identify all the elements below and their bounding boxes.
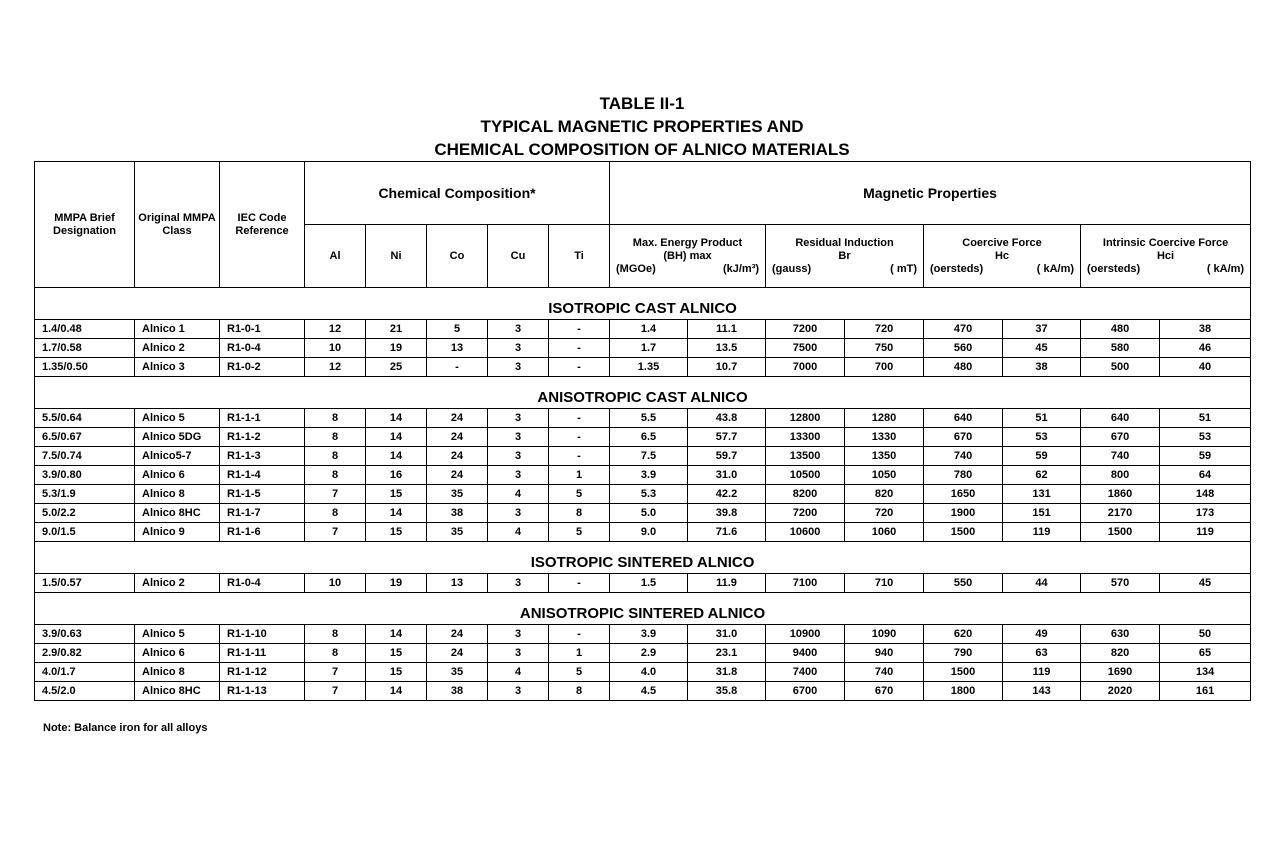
table-cell: 1.7 [610,339,688,358]
table-title-line-2: CHEMICAL COMPOSITION OF ALNICO MATERIALS [434,140,850,159]
table-cell: 14 [366,447,427,466]
table-cell: 7 [305,663,366,682]
table-cell: 10600 [766,523,845,542]
table-cell: 31.8 [688,663,766,682]
section-title: ANISOTROPIC CAST ALNICO [35,377,1251,409]
table-cell: 5.5 [610,409,688,428]
table-cell: 1.5/0.57 [35,574,135,593]
table-cell: 10 [305,574,366,593]
table-cell: 3 [488,320,549,339]
table-cell: 3 [488,409,549,428]
table-row [35,682,1251,701]
table-cell: 640 [924,409,1003,428]
table-cell: 3.9 [610,625,688,644]
header-ti: Ti [549,225,610,288]
table-cell: 31.0 [688,625,766,644]
table-cell: 38 [427,504,488,523]
header-magnetic-properties: Magnetic Properties [610,162,1251,225]
table-cell: 2170 [1081,504,1160,523]
table-cell: 65 [1160,644,1251,663]
section-header-row [35,288,1251,320]
table-cell: Alnico 3 [135,358,220,377]
table-cell: 13 [427,339,488,358]
table-cell: 119 [1003,663,1081,682]
table-cell: - [549,574,610,593]
table-cell: 24 [427,409,488,428]
table-cell: 620 [924,625,1003,644]
table-cell: 3.9/0.63 [35,625,135,644]
table-cell: 1330 [845,428,924,447]
table-cell: 480 [1081,320,1160,339]
table-cell: 550 [924,574,1003,593]
table-row [35,663,1251,682]
table-cell: Alnico 2 [135,574,220,593]
table-cell: 7500 [766,339,845,358]
table-cell: 13300 [766,428,845,447]
table-cell: 7100 [766,574,845,593]
table-cell: - [549,625,610,644]
table-cell: 7 [305,485,366,504]
table-cell: 570 [1081,574,1160,593]
table-cell: 38 [427,682,488,701]
table-cell: - [549,358,610,377]
table-cell: 1280 [845,409,924,428]
table-cell: 700 [845,358,924,377]
table-cell: 16 [366,466,427,485]
table-cell: 19 [366,574,427,593]
table-row [35,428,1251,447]
table-row [35,644,1251,663]
table-cell: 7 [305,523,366,542]
table-cell: 1.4 [610,320,688,339]
table-cell: 1.5 [610,574,688,593]
table-row [35,320,1251,339]
table-cell: R1-0-2 [220,358,305,377]
table-cell: 8 [305,409,366,428]
table-cell: 24 [427,644,488,663]
header-coercive-force: Coercive Force Hc (oersteds) ( kA/m) [924,225,1081,288]
table-cell: 119 [1003,523,1081,542]
table-cell: 143 [1003,682,1081,701]
table-cell: 148 [1160,485,1251,504]
table-cell: 8 [549,682,610,701]
table-cell: 2.9 [610,644,688,663]
table-cell: 480 [924,358,1003,377]
table-cell: - [549,339,610,358]
table-cell: 6700 [766,682,845,701]
table-cell: 14 [366,682,427,701]
table-cell: 740 [845,663,924,682]
table-cell: 59 [1160,447,1251,466]
table-cell: 45 [1160,574,1251,593]
table-cell: Alnico 6 [135,644,220,663]
table-cell: 1050 [845,466,924,485]
table-cell: R1-1-5 [220,485,305,504]
table-cell: 49 [1003,625,1081,644]
header-cu: Cu [488,225,549,288]
table-cell: 4.5/2.0 [35,682,135,701]
table-cell: 3 [488,447,549,466]
table-cell: 50 [1160,625,1251,644]
table-cell: 15 [366,663,427,682]
table-cell: 750 [845,339,924,358]
table-cell: 7000 [766,358,845,377]
table-cell: 8200 [766,485,845,504]
table-cell: 10500 [766,466,845,485]
table-cell: 940 [845,644,924,663]
table-cell: 10900 [766,625,845,644]
table-cell: 5 [549,523,610,542]
table-cell: 59.7 [688,447,766,466]
table-cell: 5.3/1.9 [35,485,135,504]
table-cell: Alnico 5 [135,409,220,428]
table-cell: 5.3 [610,485,688,504]
table-cell: 7200 [766,504,845,523]
table-cell: R1-0-4 [220,339,305,358]
table-cell: Alnico 8HC [135,682,220,701]
table-cell: 8 [305,428,366,447]
table-cell: 1.4/0.48 [35,320,135,339]
table-cell: 3 [488,428,549,447]
table-cell: Alnico 8 [135,485,220,504]
table-cell: 790 [924,644,1003,663]
table-cell: 9400 [766,644,845,663]
header-original-class: Original MMPA Class [135,162,220,288]
table-cell: 720 [845,504,924,523]
table-cell: R1-1-3 [220,447,305,466]
table-row [35,625,1251,644]
table-cell: 37 [1003,320,1081,339]
table-cell: 3 [488,625,549,644]
table-cell: R1-1-4 [220,466,305,485]
table-cell: 6.5/0.67 [35,428,135,447]
table-cell: 44 [1003,574,1081,593]
table-cell: 64 [1160,466,1251,485]
table-cell: R1-1-11 [220,644,305,663]
table-cell: 4 [488,485,549,504]
table-cell: 710 [845,574,924,593]
table-cell: - [549,447,610,466]
table-row [35,409,1251,428]
table-cell: 640 [1081,409,1160,428]
table-cell: 5.0 [610,504,688,523]
table-cell: 1500 [924,663,1003,682]
table-cell: 35 [427,663,488,682]
table-cell: 3 [488,574,549,593]
table-cell: 12 [305,358,366,377]
header-intrinsic-coercive-force: Intrinsic Coercive Force Hci (oersteds) ( kA/m) [1081,225,1251,288]
table-cell: 45 [1003,339,1081,358]
table-cell: 35 [427,485,488,504]
header-co: Co [427,225,488,288]
table-cell: 38 [1003,358,1081,377]
table-cell: 14 [366,409,427,428]
table-cell: 10.7 [688,358,766,377]
table-row [35,485,1251,504]
section-header-row [35,593,1251,625]
table-number: TABLE II-1 [599,94,685,113]
table-cell: 12800 [766,409,845,428]
table-cell: 1800 [924,682,1003,701]
table-cell: 7.5/0.74 [35,447,135,466]
table-cell: Alnico 5 [135,625,220,644]
table-row [35,447,1251,466]
section-title: ANISOTROPIC SINTERED ALNICO [35,593,1251,625]
table-cell: R1-1-10 [220,625,305,644]
table-cell: 3 [488,358,549,377]
table-cell: 119 [1160,523,1251,542]
table-cell: 23.1 [688,644,766,663]
table-cell: 6.5 [610,428,688,447]
table-cell: 4 [488,523,549,542]
table-cell: 21 [366,320,427,339]
table-cell: 5 [427,320,488,339]
section-title: ISOTROPIC CAST ALNICO [35,288,1251,320]
table-cell: - [549,320,610,339]
table-cell: 11.9 [688,574,766,593]
table-cell: 1.35 [610,358,688,377]
table-cell: 8 [305,504,366,523]
table-cell: 630 [1081,625,1160,644]
table-cell: 38 [1160,320,1251,339]
alnico-properties-table [34,161,1251,701]
header-max-energy-product: Max. Energy Product (BH) max (MGOe) (kJ/m³) [610,225,766,288]
table-cell: 9.0 [610,523,688,542]
table-cell: 2.9/0.82 [35,644,135,663]
header-chemical-composition: Chemical Composition* [305,162,610,225]
table-cell: 3.9 [610,466,688,485]
table-cell: 580 [1081,339,1160,358]
table-cell: 740 [924,447,1003,466]
table-cell: - [549,409,610,428]
table-cell: 24 [427,447,488,466]
header-ni: Ni [366,225,427,288]
table-cell: 14 [366,428,427,447]
table-cell: 19 [366,339,427,358]
header-mmpa-designation: MMPA Brief Designation [35,162,135,288]
header-iec-reference: IEC Code Reference [220,162,305,288]
table-cell: 62 [1003,466,1081,485]
table-cell: 1500 [924,523,1003,542]
table-row [35,523,1251,542]
table-cell: 131 [1003,485,1081,504]
table-cell: 1 [549,644,610,663]
table-cell: 1 [549,466,610,485]
table-cell: 35.8 [688,682,766,701]
table-cell: 5.0/2.2 [35,504,135,523]
table-cell: 8 [305,644,366,663]
table-cell: 10 [305,339,366,358]
table-cell: 800 [1081,466,1160,485]
table-cell: - [427,358,488,377]
table-cell: Alnico 5DG [135,428,220,447]
table-cell: 1690 [1081,663,1160,682]
table-cell: Alnico 2 [135,339,220,358]
table-cell: 71.6 [688,523,766,542]
table-cell: 4.0/1.7 [35,663,135,682]
table-cell: 24 [427,428,488,447]
table-cell: 8 [549,504,610,523]
table-cell: 5 [549,485,610,504]
table-cell: 15 [366,485,427,504]
table-cell: Alnico 8HC [135,504,220,523]
table-cell: 670 [845,682,924,701]
table-cell: R1-0-1 [220,320,305,339]
table-cell: 740 [1081,447,1160,466]
table-cell: 24 [427,466,488,485]
table-cell: 5.5/0.64 [35,409,135,428]
table-cell: R1-1-6 [220,523,305,542]
table-cell: 7400 [766,663,845,682]
table-cell: 5 [549,663,610,682]
table-cell: R1-1-12 [220,663,305,682]
section-title: ISOTROPIC SINTERED ALNICO [35,542,1251,574]
table-cell: 43.8 [688,409,766,428]
table-cell: 42.2 [688,485,766,504]
table-cell: 46 [1160,339,1251,358]
table-cell: 670 [924,428,1003,447]
table-cell: 51 [1160,409,1251,428]
section-header-row [35,377,1251,409]
table-cell: Alnico5-7 [135,447,220,466]
table-cell: 15 [366,644,427,663]
table-cell: 4.0 [610,663,688,682]
table-cell: 57.7 [688,428,766,447]
table-cell: 470 [924,320,1003,339]
table-cell: 24 [427,625,488,644]
table-cell: Alnico 6 [135,466,220,485]
table-cell: 720 [845,320,924,339]
table-cell: 7.5 [610,447,688,466]
table-cell: 134 [1160,663,1251,682]
table-cell: 151 [1003,504,1081,523]
table-cell: 560 [924,339,1003,358]
header-al: Al [305,225,366,288]
table-cell: 500 [1081,358,1160,377]
table-cell: 31.0 [688,466,766,485]
table-cell: R1-1-2 [220,428,305,447]
table-cell: 1900 [924,504,1003,523]
table-row [35,358,1251,377]
table-cell: - [549,428,610,447]
table-cell: 1.7/0.58 [35,339,135,358]
table-cell: 63 [1003,644,1081,663]
table-cell: R1-1-7 [220,504,305,523]
table-cell: 8 [305,625,366,644]
table-cell: 14 [366,504,427,523]
table-row [35,339,1251,358]
table-cell: 670 [1081,428,1160,447]
table-cell: 1060 [845,523,924,542]
table-cell: 8 [305,447,366,466]
table-cell: 11.1 [688,320,766,339]
header-residual-induction: Residual Induction Br (gauss) ( mT) [766,225,924,288]
table-cell: 4.5 [610,682,688,701]
table-cell: 3 [488,466,549,485]
table-cell: 13500 [766,447,845,466]
table-cell: 1090 [845,625,924,644]
section-header-row [35,542,1251,574]
table-cell: 7 [305,682,366,701]
table-cell: 8 [305,466,366,485]
table-cell: 3 [488,339,549,358]
table-row [35,504,1251,523]
table-cell: 780 [924,466,1003,485]
table-cell: 40 [1160,358,1251,377]
table-cell: 9.0/1.5 [35,523,135,542]
footnote: Note: Balance iron for all alloys [43,722,208,734]
table-cell: 13 [427,574,488,593]
table-cell: 4 [488,663,549,682]
table-cell: 1500 [1081,523,1160,542]
table-cell: 173 [1160,504,1251,523]
table-cell: 59 [1003,447,1081,466]
table-cell: 14 [366,625,427,644]
table-title-line-1: TYPICAL MAGNETIC PROPERTIES AND [480,117,804,136]
table-cell: 161 [1160,682,1251,701]
table-cell: 13.5 [688,339,766,358]
table-cell: Alnico 8 [135,663,220,682]
table-cell: R1-0-4 [220,574,305,593]
table-cell: 39.8 [688,504,766,523]
table-row [35,466,1251,485]
table-cell: 820 [1081,644,1160,663]
table-cell: Alnico 9 [135,523,220,542]
table-cell: 53 [1003,428,1081,447]
table-cell: 35 [427,523,488,542]
table-cell: 820 [845,485,924,504]
table-cell: 3 [488,644,549,663]
table-cell: Alnico 1 [135,320,220,339]
table-cell: R1-1-1 [220,409,305,428]
table-cell: 3.9/0.80 [35,466,135,485]
table-row [35,574,1251,593]
table-cell: 51 [1003,409,1081,428]
table-cell: 25 [366,358,427,377]
table-cell: 2020 [1081,682,1160,701]
table-cell: 1350 [845,447,924,466]
table-cell: 15 [366,523,427,542]
table-cell: R1-1-13 [220,682,305,701]
table-cell: 3 [488,682,549,701]
table-cell: 1650 [924,485,1003,504]
table-cell: 12 [305,320,366,339]
table-cell: 7200 [766,320,845,339]
table-cell: 1860 [1081,485,1160,504]
table-cell: 1.35/0.50 [35,358,135,377]
table-cell: 3 [488,504,549,523]
table-cell: 53 [1160,428,1251,447]
